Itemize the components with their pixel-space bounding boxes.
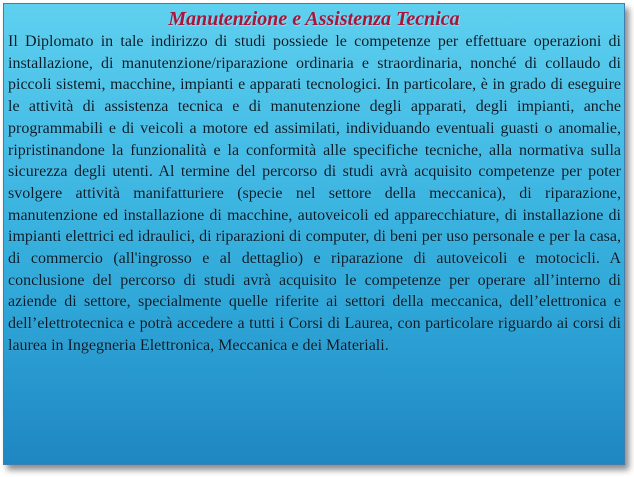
info-card (3, 3, 625, 465)
card-body-text: Il Diplomato in tale indirizzo di studi possiede le competenze per effettuare operazioni di installazione, di manutenzione/riparazione ordinaria e straordinaria, nonché di collaudo di piccoli sistemi, macchine, impianti e apparati tecnologici. In particolare, è in grado di eseguire le attività di assistenza tecnica e di manutenzione degli apparati, degli impianti, anche programmabili e di veicoli a motore ed assimilati, individuando eventuali guasti o anomalie, ripristinandone la funzionalità e la conformità alle specifiche tecniche, alla normativa sulla sicurezza degli utenti. Al termine del percorso di studi avrà acquisito competenze per poter svolgere attività manifatturiere (specie nel settore della meccanica), di riparazione, manutenzione ed installazione di macchine, autoveicoli ed apparecchiature, di installazione di impianti elettrici ed idraulici, di riparazioni di computer, di beni per uso personale e per la casa, di commercio (all'ingrosso e al dettaglio) e riparazione di autoveicoli e motocicli. A conclusione del percorso di studi avrà acquisito le competenze per operare all’interno di aziende di settore, specialmente quelle riferite ai settori della meccanica, dell’elettronica e dell’elettrotecnica e potrà accedere a tutti i Corsi di Laurea, con particolare riguardo ai corsi di laurea in Ingegneria Elettronica, Meccanica e dei Materiali. (8, 33, 621, 354)
card-title: Manutenzione e Assistenza Tecnica (168, 8, 460, 30)
